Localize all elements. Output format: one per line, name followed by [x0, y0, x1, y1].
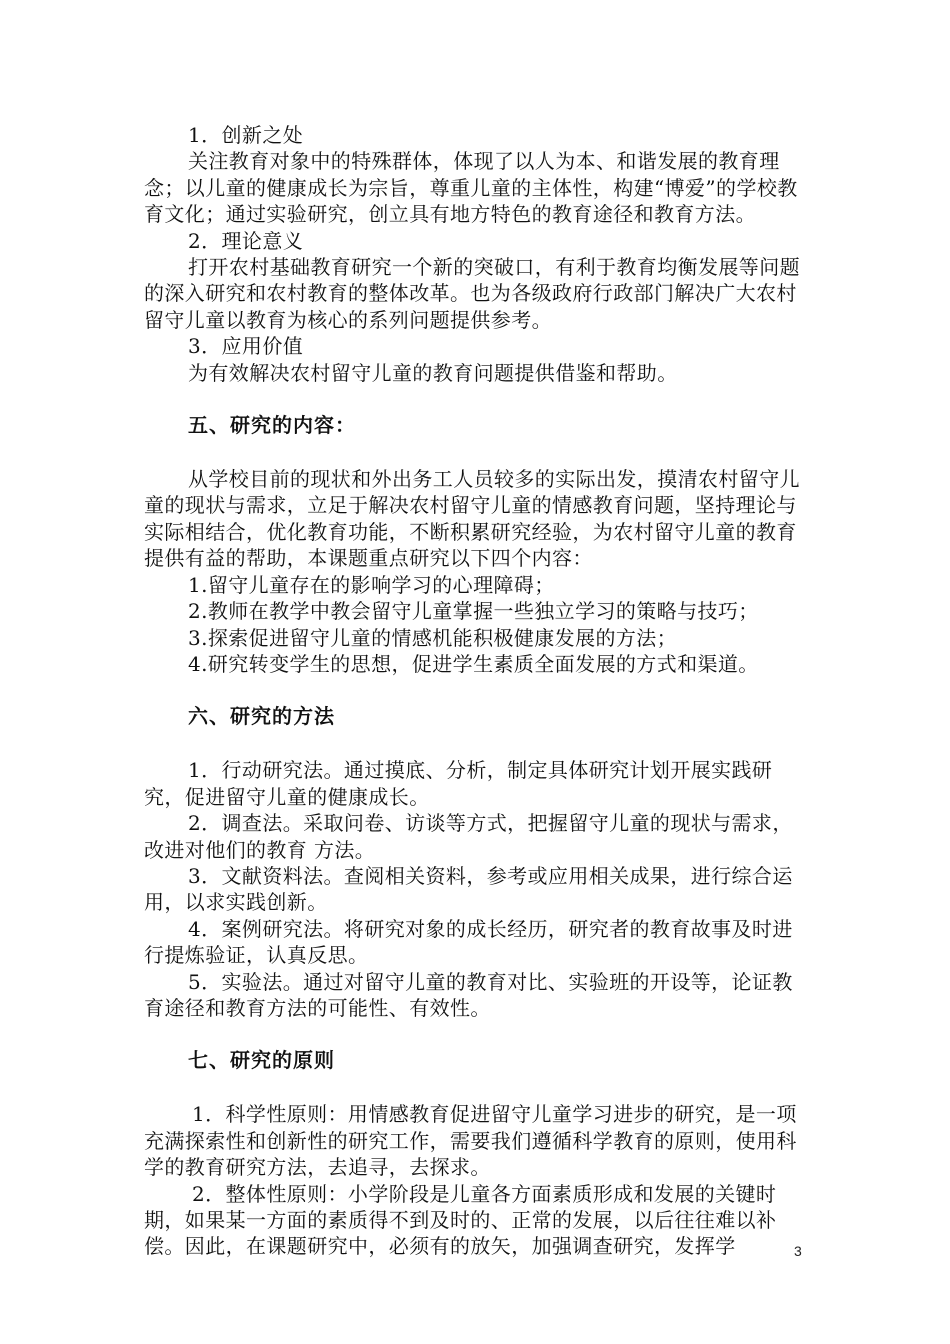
subsection-title-application: 3．应用价值: [188, 334, 304, 359]
list-item: 4．案例研究法。将研究对象的成长经历，研究者的教育故事及时进行提炼验证，认真反思。: [144, 916, 793, 968]
heading-research-methods: 六、研究的方法: [188, 704, 335, 729]
page-body: [144, 122, 810, 1260]
list-item: 3.探索促进留守儿童的情感机能积极健康发展的方法；: [188, 625, 678, 650]
list-item: 1．行动研究法。通过摸底、分析，制定具体研究计划开展实践研究，促进留守儿童的健康成长。: [144, 758, 773, 809]
paragraph-application: 为有效解决农村留守儿童的教育问题提供借鉴和帮助。: [188, 360, 678, 385]
page-number: 3: [794, 1243, 802, 1259]
paragraph-theory: 打开农村基础教育研究一个新的突破口，有利于教育均衡发展等问题的深入研究和农村教育的整体改革。也为各级政府行政部门解决广大农村留守儿童以教育为核心的系列问题提供参考。: [144, 255, 800, 332]
heading-research-content: 五、研究的内容：: [188, 413, 356, 438]
list-item: 4.研究转变学生的思想，促进学生素质全面发展的方式和渠道。: [188, 651, 759, 676]
list-item: 2．调查法。采取问卷、访谈等方式，把握留守儿童的现状与需求，改进对他们的教育 方法。: [144, 811, 793, 862]
subsection-title-innovation: 1．创新之处: [188, 123, 304, 147]
heading-research-principles: 七、研究的原则: [188, 1048, 335, 1073]
paragraph-innovation: 关注教育对象中的特殊群体，体现了以人为本、和谐发展的教育理念；以儿童的健康成长为宗旨，尊重儿童的主体性，构建“博爱”的学校教育文化；通过实验研究，创立具有地方特色的教育途径和教育方法。: [144, 149, 798, 227]
list-item: 1．科学性原则：用情感教育促进留守儿童学习进步的研究，是一项充满探索性和创新性的研究工作，需要我们遵循科学教育的原则，使用科学的教育研究方法，去追寻，去探求。: [144, 1102, 797, 1180]
subsection-title-theory: 2．理论意义: [188, 228, 304, 253]
paragraph-research-content-intro: 从学校目前的现状和外出务工人员较多的实际出发，摸清农村留守儿童的现状与需求，立足于解决农村留守儿童的情感教育问题，坚持理论与实际相结合，优化教育功能，不断积累研究经验，为农村留守儿童的教育提供有益的帮助，本课题重点研究以下四个内容：: [144, 467, 800, 571]
list-item: 2.教师在教学中教会留守儿童掌握一些独立学习的策略与技巧；: [188, 599, 759, 624]
list-item: 5．实验法。通过对留守儿童的教育对比、实验班的开设等，论证教育途径和教育方法的可能性、有效性。: [144, 969, 793, 1020]
list-item: 3．文献资料法。查阅相关资料，参考或应用相关成果，进行综合运用，以求实践创新。: [144, 863, 793, 915]
list-item: 1.留守儿童存在的影响学习的心理障碍；: [188, 572, 555, 597]
list-item: 2．整体性原则：小学阶段是儿童各方面素质形成和发展的关键时期，如果某一方面的素质得不到及时的、正常的发展，以后往往难以补偿。因此，在课题研究中，必须有的放矢，加强调查研究，发挥学: [144, 1181, 777, 1259]
